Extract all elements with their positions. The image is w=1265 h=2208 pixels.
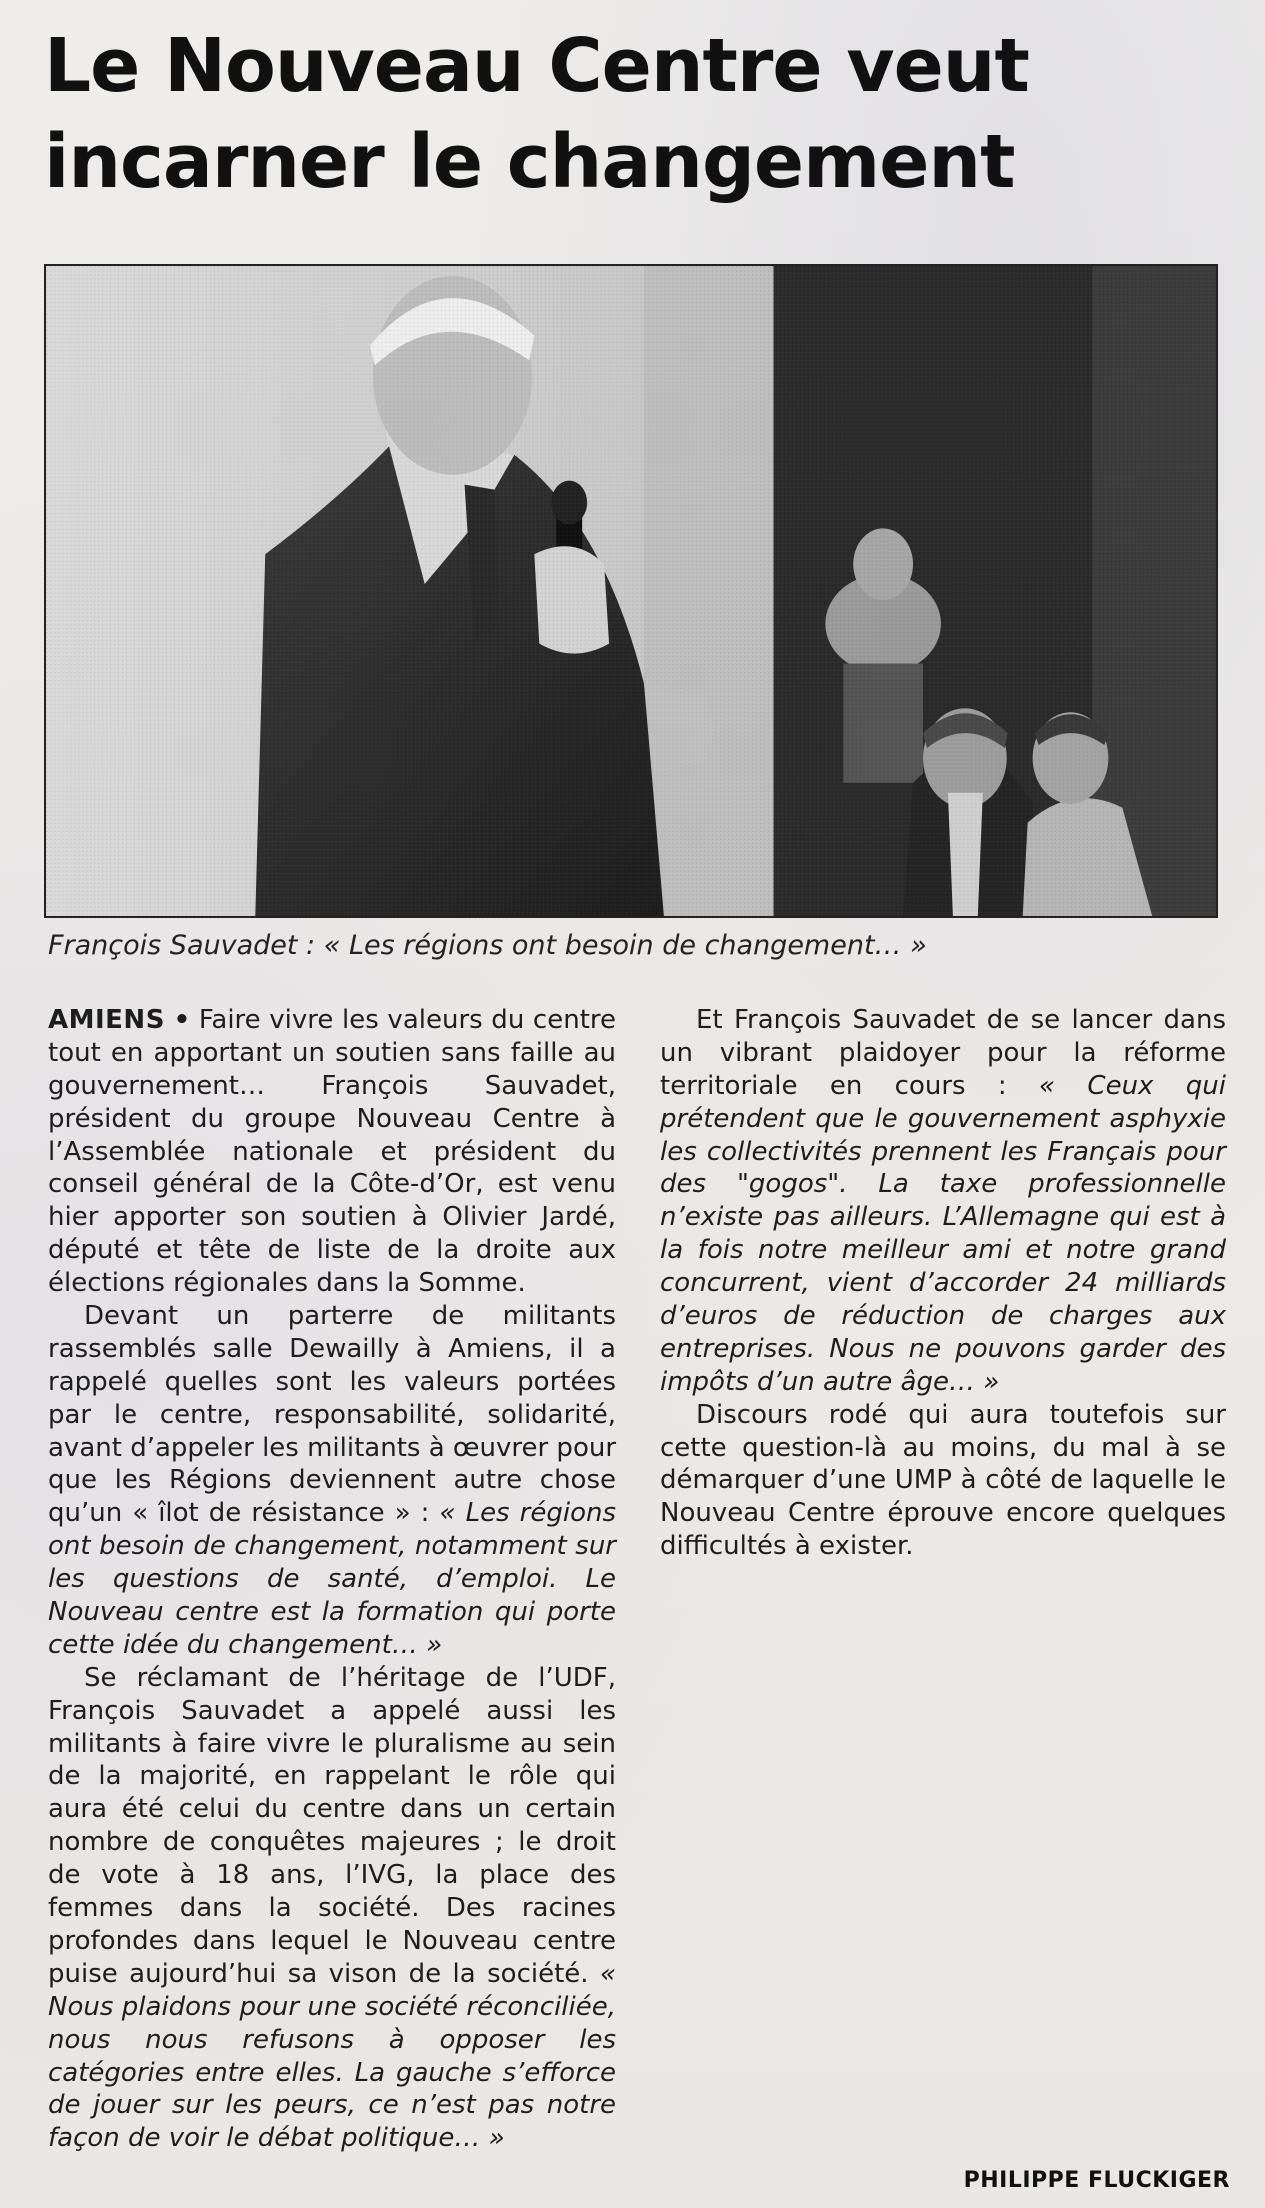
- paragraph-3-quote: « Nous plaidons pour une société réconciliée, nous nous refusons à opposer les catégories entre elles. La gauche s’efforce de jouer sur les peurs, ce n’est pas notre façon de voir le débat politique… »: [48, 1958, 616, 2154]
- paragraph-3-text: Se réclamant de l’héritage de l’UDF, François Sauvadet a appelé aussi les militants à faire vivre le pluralisme au sein de la majorité, en rappelant le rôle qui aura été celui du centre dans un certain nombre de conquêtes majeures ; le droit de vote à 18 ans, l’IVG, la place des femmes dans la société. Des racines profondes dans lequel le Nouveau centre puise aujourd’hui sa vison de la société.: [48, 1662, 616, 1989]
- article-column-left: [48, 1004, 616, 2155]
- article-photo: [44, 264, 1218, 918]
- photo-caption: François Sauvadet : « Les régions ont besoin de changement… »: [48, 930, 927, 961]
- paragraph-5: [660, 1399, 1226, 1563]
- article-column-right: [660, 1004, 1226, 1563]
- dateline-bullet: •: [173, 1005, 191, 1035]
- paragraph-4-quote: « Ceux qui prétendent que le gouvernement asphyxie les collectivités prennent les Français pour des "gogos". La taxe professionnelle n’existe pas ailleurs. L’Allemagne qui est à la fois notre meilleur ami et notre grand concurrent, vient d’accorder 24 milliards d’euros de réduction de charges aux entreprises. Nous ne pouvons garder des impôts d’un autre âge… »: [660, 1070, 1226, 1397]
- paragraph-1: [48, 1004, 616, 1300]
- byline: PHILIPPE FLUCKIGER: [963, 2168, 1230, 2193]
- paragraph-2-text: Devant un parterre de militants rassemblés salle Dewailly à Amiens, il a rappelé quelles sont les valeurs portées par le centre, responsabilité, solidarité, avant d’appeler les militants à œuvrer pour que les Régions deviennent autre chose qu’un « îlot de résistance » :: [48, 1301, 617, 1529]
- paragraph-3: [48, 1662, 616, 2155]
- headline-line-1: Le Nouveau Centre veut: [44, 23, 1029, 109]
- headline: [44, 18, 1174, 210]
- dateline: AMIENS: [48, 1005, 165, 1035]
- paragraph-1-text: Faire vivre les valeurs du centre tout en apportant un soutien sans faille au gouvernement… François Sauvadet, président du groupe Nouveau Centre à l’Assemblée nationale et président du conseil général de la Côte-d’Or, est venu hier apporter son soutien à Olivier Jardé, député et tête de liste de la droite aux élections régionales dans la Somme.: [48, 1005, 617, 1299]
- headline-line-2: incarner le changement: [44, 119, 1015, 205]
- speaker-photo-illustration: [46, 266, 1216, 916]
- paragraph-4-text: Et François Sauvadet de se lancer dans un vibrant plaidoyer pour la réforme territoriale en cours :: [660, 1005, 1226, 1101]
- paragraph-4: [660, 1004, 1226, 1399]
- paragraph-5-text: Discours rodé qui aura toutefois sur cette question-là au moins, du mal à se démarquer d’une UMP à côté de laquelle le Nouveau Centre éprouve encore quelques difficultés à exister.: [660, 1399, 1226, 1562]
- paragraph-2: [48, 1300, 616, 1662]
- paragraph-2-quote: « Les régions ont besoin de changement, notamment sur les questions de santé, d’emploi. Le Nouveau centre est la formation qui porte cette idée du changement… »: [48, 1498, 616, 1660]
